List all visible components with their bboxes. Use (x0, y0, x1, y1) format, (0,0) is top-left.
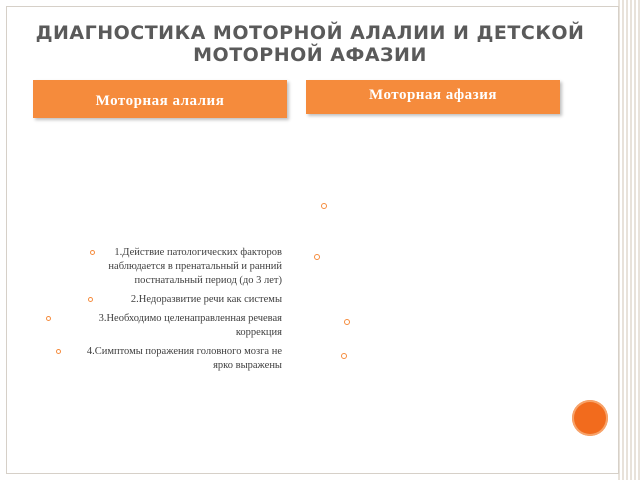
left-column-header-label: Моторная алалия (95, 92, 225, 109)
right-column-header-label: Моторная афазия (369, 86, 497, 103)
slide-frame (6, 6, 619, 474)
bullet-icon (314, 254, 320, 260)
left-bullet-list (44, 246, 282, 378)
list-item (44, 293, 282, 307)
bullet-icon (321, 203, 327, 209)
slide-title: ДИАГНОСТИКА МОТОРНОЙ АЛАЛИИ И ДЕТСКОЙ МОТОРНОЙ АФАЗИИ (35, 22, 585, 66)
bullet-text: 1.Действие патологических факторов наблюдается в пренатальный и ранний постнатальный период (до 3 лет) (108, 247, 282, 286)
decorative-edge-stripes (618, 0, 640, 480)
bullet-icon (88, 297, 93, 302)
list-item (44, 345, 282, 373)
list-item (44, 246, 282, 288)
decorative-circle (572, 400, 608, 436)
bullet-text: 3.Необходимо целенаправленная речевая коррекция (98, 313, 282, 338)
list-item (44, 312, 282, 340)
bullet-icon (56, 349, 61, 354)
right-column-header (306, 80, 560, 114)
bullet-icon (344, 319, 350, 325)
bullet-icon (90, 250, 95, 255)
bullet-text: 2.Недоразвитие речи как системы (130, 294, 282, 305)
bullet-icon (46, 316, 51, 321)
bullet-icon (341, 353, 347, 359)
bullet-text: 4.Симптомы поражения головного мозга не ярко выражены (86, 346, 282, 371)
left-column-header (33, 80, 287, 118)
